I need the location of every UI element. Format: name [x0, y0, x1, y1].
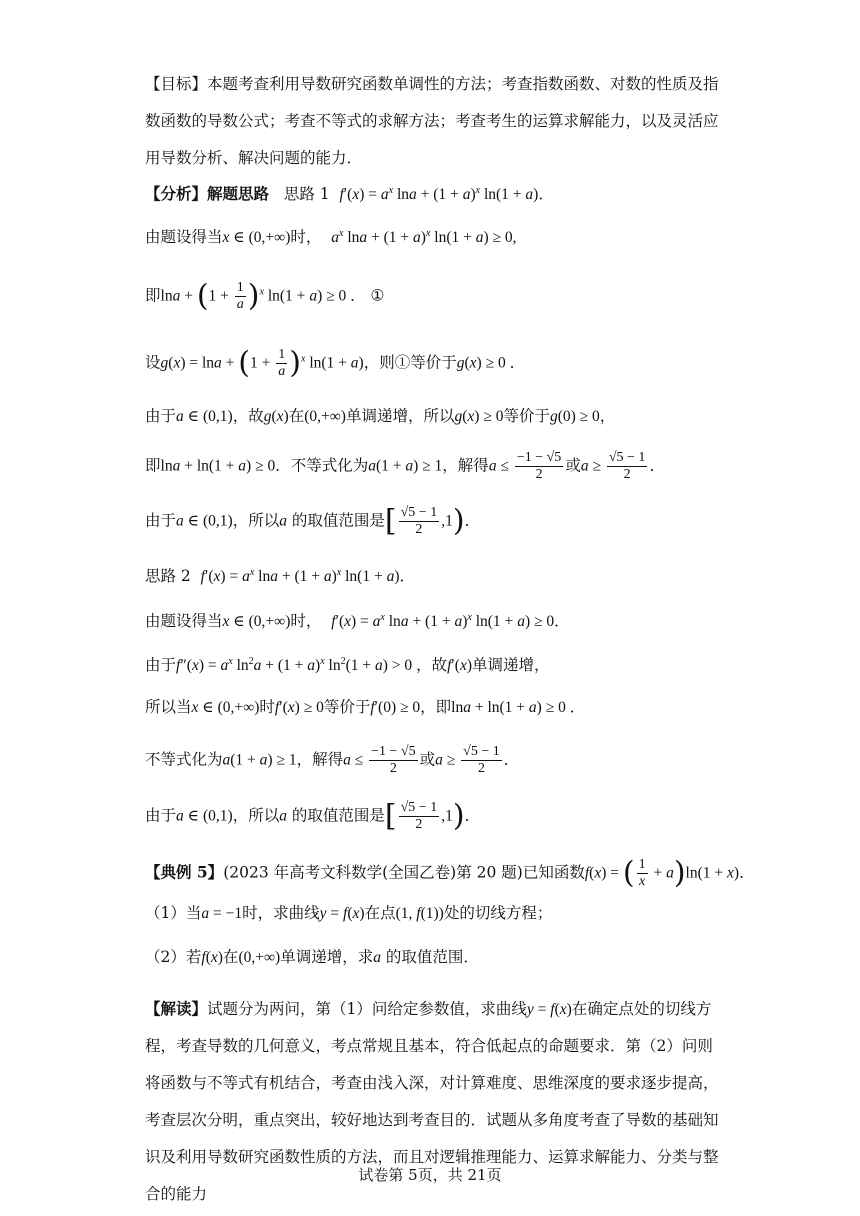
text: ，所以	[232, 806, 280, 825]
interpretation-paragraph: 【解读】试题分为两问，第（1）问给定参数值，求曲线y = f(x)在确定点处的切线方程，考查导数的几何意义，考点常规且基本，符合低起点的命题要求．第（2）问则将函数与不等式有机结合，考查由浅入深，对计算难度、思维深度的要求逐步提高，考查层次分明，重点突出，较好地达到考查目的．试题从多角度考查了导数的基础知识及利用导数研究函数性质的方法，而且对逻辑推理能力、运算求解能力、分类与整合的能力	[145, 999, 719, 1203]
monotone-line: 由于a ∈ (0,1)，故g(x)在(0,+∞)单调递增，所以g(x) ≥ 0等价于g(0) ≥ 0，	[145, 407, 616, 425]
text: 所以当	[145, 698, 192, 716]
text: ，解得	[442, 456, 489, 475]
analysis-tag: 【分析】	[145, 184, 208, 204]
text: 由于	[145, 407, 177, 425]
example-line: 【典例 5】(2023 年高考文科数学(全国乙卷)第 20 题)已知函数f(x) = ( $\frac{1}{x}$ + a)ln(1 + x)．	[145, 855, 755, 891]
text: （1）当	[145, 904, 202, 922]
text: 单调递增，求	[280, 948, 374, 966]
text: 时，求曲线	[242, 904, 320, 922]
text: 不等式化为	[145, 750, 223, 769]
solve-line-1: 即lna + ln(1 + a) ≥ 0．不等式化为a(1 + a) ≥ 1，解得a ≤ $\frac{-1 - √5}{2}$ 或a ≥ $\frac{√5 - 1}{2}$ ．	[145, 450, 665, 482]
text: 由于	[145, 656, 177, 675]
text: 单调递增，	[472, 656, 550, 675]
text: 在	[222, 948, 239, 966]
text: 在点	[364, 904, 396, 922]
question-1: （1）当a = −1时，求曲线y = f(x)在点(1, f(1))处的切线方程；	[145, 904, 553, 922]
text: 即	[145, 286, 161, 305]
text: ，故	[416, 656, 448, 675]
analysis-header: 【分析】解题思路 思路 1 $f'(x) = a^x$ $\ln a + (1 + a)^x$ ln(1 + a)．	[145, 184, 554, 204]
text: 处的切线方程；	[443, 904, 553, 922]
goal-paragraph: 【目标】本题考查利用导数研究函数单调性的方法；考查指数函数、对数的性质及指数函数的导数公式；考查不等式的求解方法；考查考生的运算求解能力，以及灵活应用导数分析、解决问题的能力．	[145, 75, 719, 167]
text: 由题设得当	[145, 612, 223, 631]
range-line-1: 由于a ∈ (0,1)，所以a 的取值范围是[ $\frac{√5 - 1}{2}$ ,1)．	[145, 503, 481, 539]
question-2: （2）若f(x)在(0,+∞)单调递增，求a 的取值范围．	[145, 948, 479, 966]
circle-marker: ①	[370, 286, 385, 305]
text: 由题设得当	[145, 228, 223, 247]
second-derivative-line: 由于$f''(x) = a^x$ $\ln^2a + (1 + a)^x$ $\ln^2(1 + a) > 0$ ，故f′(x)单调递增，	[145, 656, 550, 675]
analysis-bold: 解题思路	[207, 184, 270, 204]
text: 的取值范围是	[291, 511, 385, 530]
solve-line-2: 不等式化为a(1 + a) ≥ 1，解得a ≤ $\frac{-1 - √5}{2}$ 或a ≥ $\frac{√5 - 1}{2}$ ．	[145, 744, 520, 776]
text: 由于	[145, 511, 177, 530]
text: 或	[565, 456, 581, 475]
range-line-2: 由于a ∈ (0,1)，所以a 的取值范围是[ $\frac{√5 - 1}{2}$ ,1)．	[145, 798, 481, 834]
text: 时，	[290, 228, 322, 247]
interp-tag: 【解读】	[145, 999, 208, 1018]
text: 即	[145, 456, 161, 475]
idea1-label: 思路 1	[283, 185, 330, 204]
text: 试题分为两问，第（1）问给定参数值，求曲线	[207, 1000, 527, 1018]
text: ，所以	[232, 511, 280, 530]
text: 时，	[290, 612, 322, 631]
equivalence-line: 所以当x ∈ (0,+∞)时f′(x) ≥ 0等价于f′(0) ≥ 0，即lna + ln(1 + a) ≥ 0 ．	[145, 698, 586, 716]
text: 单调递增，所以	[345, 407, 455, 425]
example-tag: 【典例 5】	[145, 862, 224, 882]
text: 由于	[145, 806, 177, 825]
text: 时	[259, 698, 275, 716]
page-footer: 试卷第 5页，共 21页	[358, 1166, 502, 1184]
condition-line-2: 由题设得当x ∈ (0,+∞)时， $f'(x) = a^x$ $\ln a + (1 + a)^x$ ln(1 + a) ≥ 0．	[145, 612, 570, 631]
text: 的取值范围是	[291, 806, 385, 825]
example-source: (2023 年高考文科数学(全国乙卷)第 20 题)已知函数	[223, 863, 585, 882]
text: ．不等式化为	[275, 456, 369, 475]
inequality-line-1: 即lna + (1 + $\frac{1}{a}$ )$^x$ ln(1 + a) ≥ 0 ． ①	[145, 278, 385, 314]
text: 的取值范围．	[385, 948, 479, 966]
text: 在	[288, 407, 305, 425]
text: （2）若	[145, 948, 202, 966]
idea2-line: 思路 2 $f'(x) = a^x$ $\ln a + (1 + a)^x$ ln(1 + a)．	[145, 567, 416, 586]
text: 等价于	[503, 407, 550, 425]
idea2-label: 思路 2	[145, 567, 191, 586]
text: 等价于	[323, 698, 371, 716]
text: 或	[419, 750, 436, 769]
define-g-line: 设g(x) = lna + (1 + $\frac{1}{a}$ )$^x$ ln(1 + a)，则①等价于g(x) ≥ 0 ．	[145, 345, 526, 381]
text: ，即	[420, 698, 452, 716]
text: ，故	[232, 407, 264, 425]
text: ，则①等价于	[363, 353, 457, 372]
text: 设	[145, 353, 161, 372]
text: ，解得	[296, 750, 344, 769]
text: 在确定点处的切线方程，考查导数的几何意义，考点常规且基本，符合低起点的命题要求．第（2）问则将函数与不等式有机结合，考查由浅入深，对计算难度、思维深度的要求逐步提高，考查层次分明，重点突出，较好地达到考查目的．试题从多角度考查了导数的基础知识及利用导数研究函数性质的方法，而且对逻辑推理能力、运算求解能力、分类与整合的能力	[145, 1000, 719, 1203]
condition-line-1: 由题设得当x ∈ (0,+∞)时， $a^x$ $\ln a + (1 + a)^x$ ln(1 + a) ≥ 0,	[145, 228, 517, 247]
